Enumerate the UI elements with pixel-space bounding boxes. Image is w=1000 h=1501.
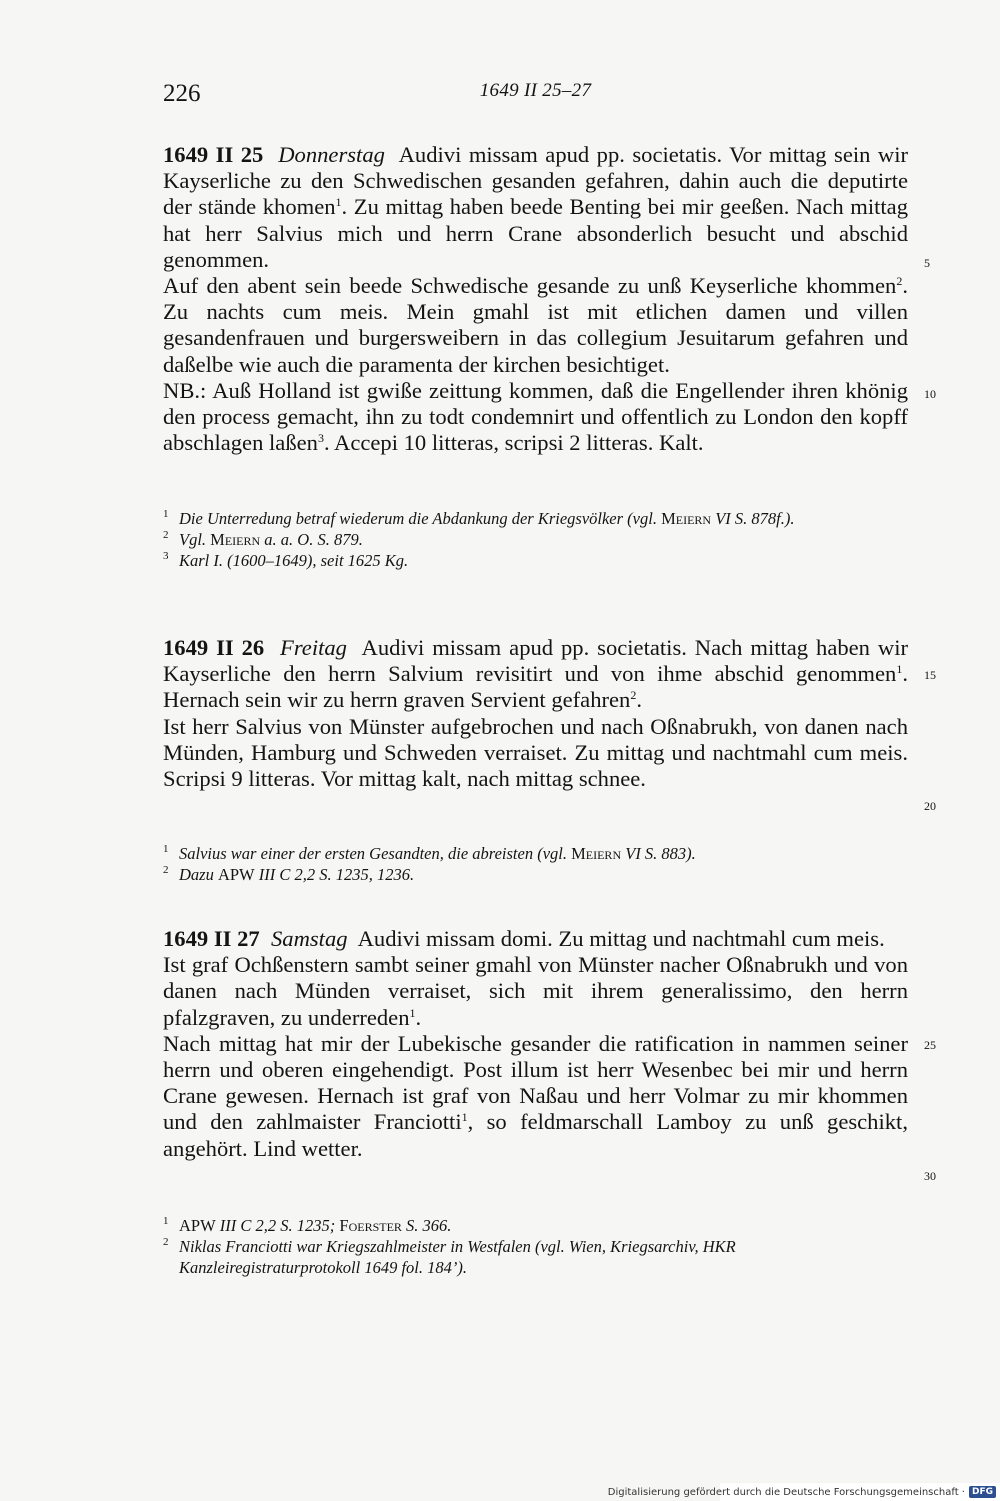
line-number: 15 <box>924 668 936 682</box>
footnote-ref: 1 <box>335 195 342 210</box>
footnote-ref: 2 <box>630 688 637 703</box>
entry-date: 1649 II 26 <box>163 635 265 660</box>
entry-paragraph: NB.: Auß Holland ist gwiße zeittung kommen, daß die Engellender ihren khönig den process gemacht, ihn zu todt condemnirt und offentlich zu London den kopff abschlagen laßen$^3$. Accepi 10 litteras, scripsi 2 litteras. Kalt. <box>163 377 908 456</box>
entry-paragraph: 1649 II 27 Samstag Audivi missam domi. Zu mittag und nachtmahl cum meis. <box>163 926 885 951</box>
line-number: 20 <box>924 799 936 813</box>
line-number: 10 <box>924 387 936 401</box>
entry-paragraph: 1649 II 26 Freitag Audivi missam apud pp. societatis. Nach mittag haben wir Kayserliche den herrn Salvium revisitirt und von ihme abschid genommen$^1$. Hernach sein wir zu herrn graven Servient gefahren$^2$. <box>163 635 908 713</box>
footnote: 1 Die Unterredung betraf wiederum die Abdankung der Kriegsvölker (vgl. Meiern VI S. 878f.). <box>163 508 795 528</box>
entry-day: Freitag <box>280 635 347 660</box>
footnote-ref: 1 <box>409 1005 416 1020</box>
funding-footer <box>607 1483 1000 1501</box>
entry-date: 1649 II 25 <box>163 142 264 167</box>
entry-date: 1649 II 27 <box>163 926 260 951</box>
footnote: 2 Vgl. Meiern a. a. O. S. 879. <box>163 529 363 549</box>
diary-entry <box>163 635 908 792</box>
footnote: 1 APW III C 2,2 S. 1235; Foerster S. 366. <box>163 1215 452 1235</box>
footnote-ref: 2 <box>896 274 903 289</box>
entry-paragraph: Auf den abent sein beede Schwedische gesande zu unß Keyserliche khommen$^2$. Zu nachts cum meis. Mein gmahl ist mit etlichen damen und villen gesandenfrauen und burgersweibern in das collegium Jesuitarum gefahren und daßelbe wie auch die paramenta der kirchen besichtiget. <box>163 273 908 377</box>
entry-paragraph: Ist graf Ochßenstern sambt seiner gmahl von Münster nacher Oßnabrukh und von danen nach Münden verraiset, sich mit ihrem generalissimo, den herrn pfalzgraven, zu underreden$^1$. <box>163 952 908 1030</box>
footnote-ref: 1 <box>896 662 903 677</box>
page-header <box>163 80 908 114</box>
footnote: 1 Salvius war einer der ersten Gesandten, die abreisten (vgl. Meiern VI S. 883). <box>163 843 696 863</box>
footnote: 2 Dazu APW III C 2,2 S. 1235, 1236. <box>163 864 415 884</box>
running-head: 1649 II 25–27 <box>479 80 592 101</box>
footnote-ref: 3 <box>317 431 324 446</box>
entry-paragraph: 1649 II 25 Donnerstag Audivi missam apud pp. societatis. Vor mittag sein wir Kayserliche zu den Schwedischen gesanden gefahren, dahin auch die deputirte der stände khomen$^1$. Zu mittag haben beede Benting bei mir geeßen. Nach mittag hat herr Salvius mich und herrn Crane absonderlich besucht und abschid genommen. <box>163 142 908 272</box>
entry-day: Donnerstag <box>278 142 385 167</box>
dfg-logo: DFG <box>969 1486 996 1498</box>
entry-paragraph: Nach mittag hat mir der Lubekische gesander die ratification in nammen seiner herrn und oberen eingehendigt. Post illum ist herr Wesenbec bei mir und herrn Crane gewesen. Hernach ist graf von Naßau und herr Volmar zu mir khommen und den zahlmaister Franciotti$^1$, so feldmarschall Lamboy zu unß geschikt, angehört. Lind wetter. <box>163 1030 908 1161</box>
line-number: 5 <box>924 256 930 270</box>
footnotes <box>163 843 908 885</box>
diary-entry <box>163 926 908 1162</box>
line-number: 25 <box>924 1038 936 1052</box>
footnote-ref: 1 <box>461 1110 468 1125</box>
entry-paragraph: Ist herr Salvius von Münster aufgebrochen und nach Oßnabrukh, von danen nach Münden, Hamburg und Schweden verraiset. Zu mittag und nachtmahl cum meis. Scripsi 9 litteras. Vor mittag kalt, nach mittag schnee. <box>163 713 908 792</box>
footer-text: Digitalisierung gefördert durch die Deutsche Forschungsgemeinschaft · <box>607 1486 965 1498</box>
footnotes <box>163 1215 908 1278</box>
footnote: 3 Karl I. (1600–1649), seit 1625 Kg. <box>163 550 409 570</box>
diary-entry <box>163 142 908 456</box>
footnote: 2 Niklas Franciotti war Kriegszahlmeister in Westfalen (vgl. Wien, Kriegsarchiv, HKR Kanzleiregistraturprotokoll 1649 fol. 184’). <box>163 1236 736 1277</box>
line-number: 30 <box>924 1169 936 1183</box>
page-number: 226 <box>163 80 201 107</box>
entry-day: Samstag <box>270 926 348 951</box>
footnotes <box>163 508 908 571</box>
